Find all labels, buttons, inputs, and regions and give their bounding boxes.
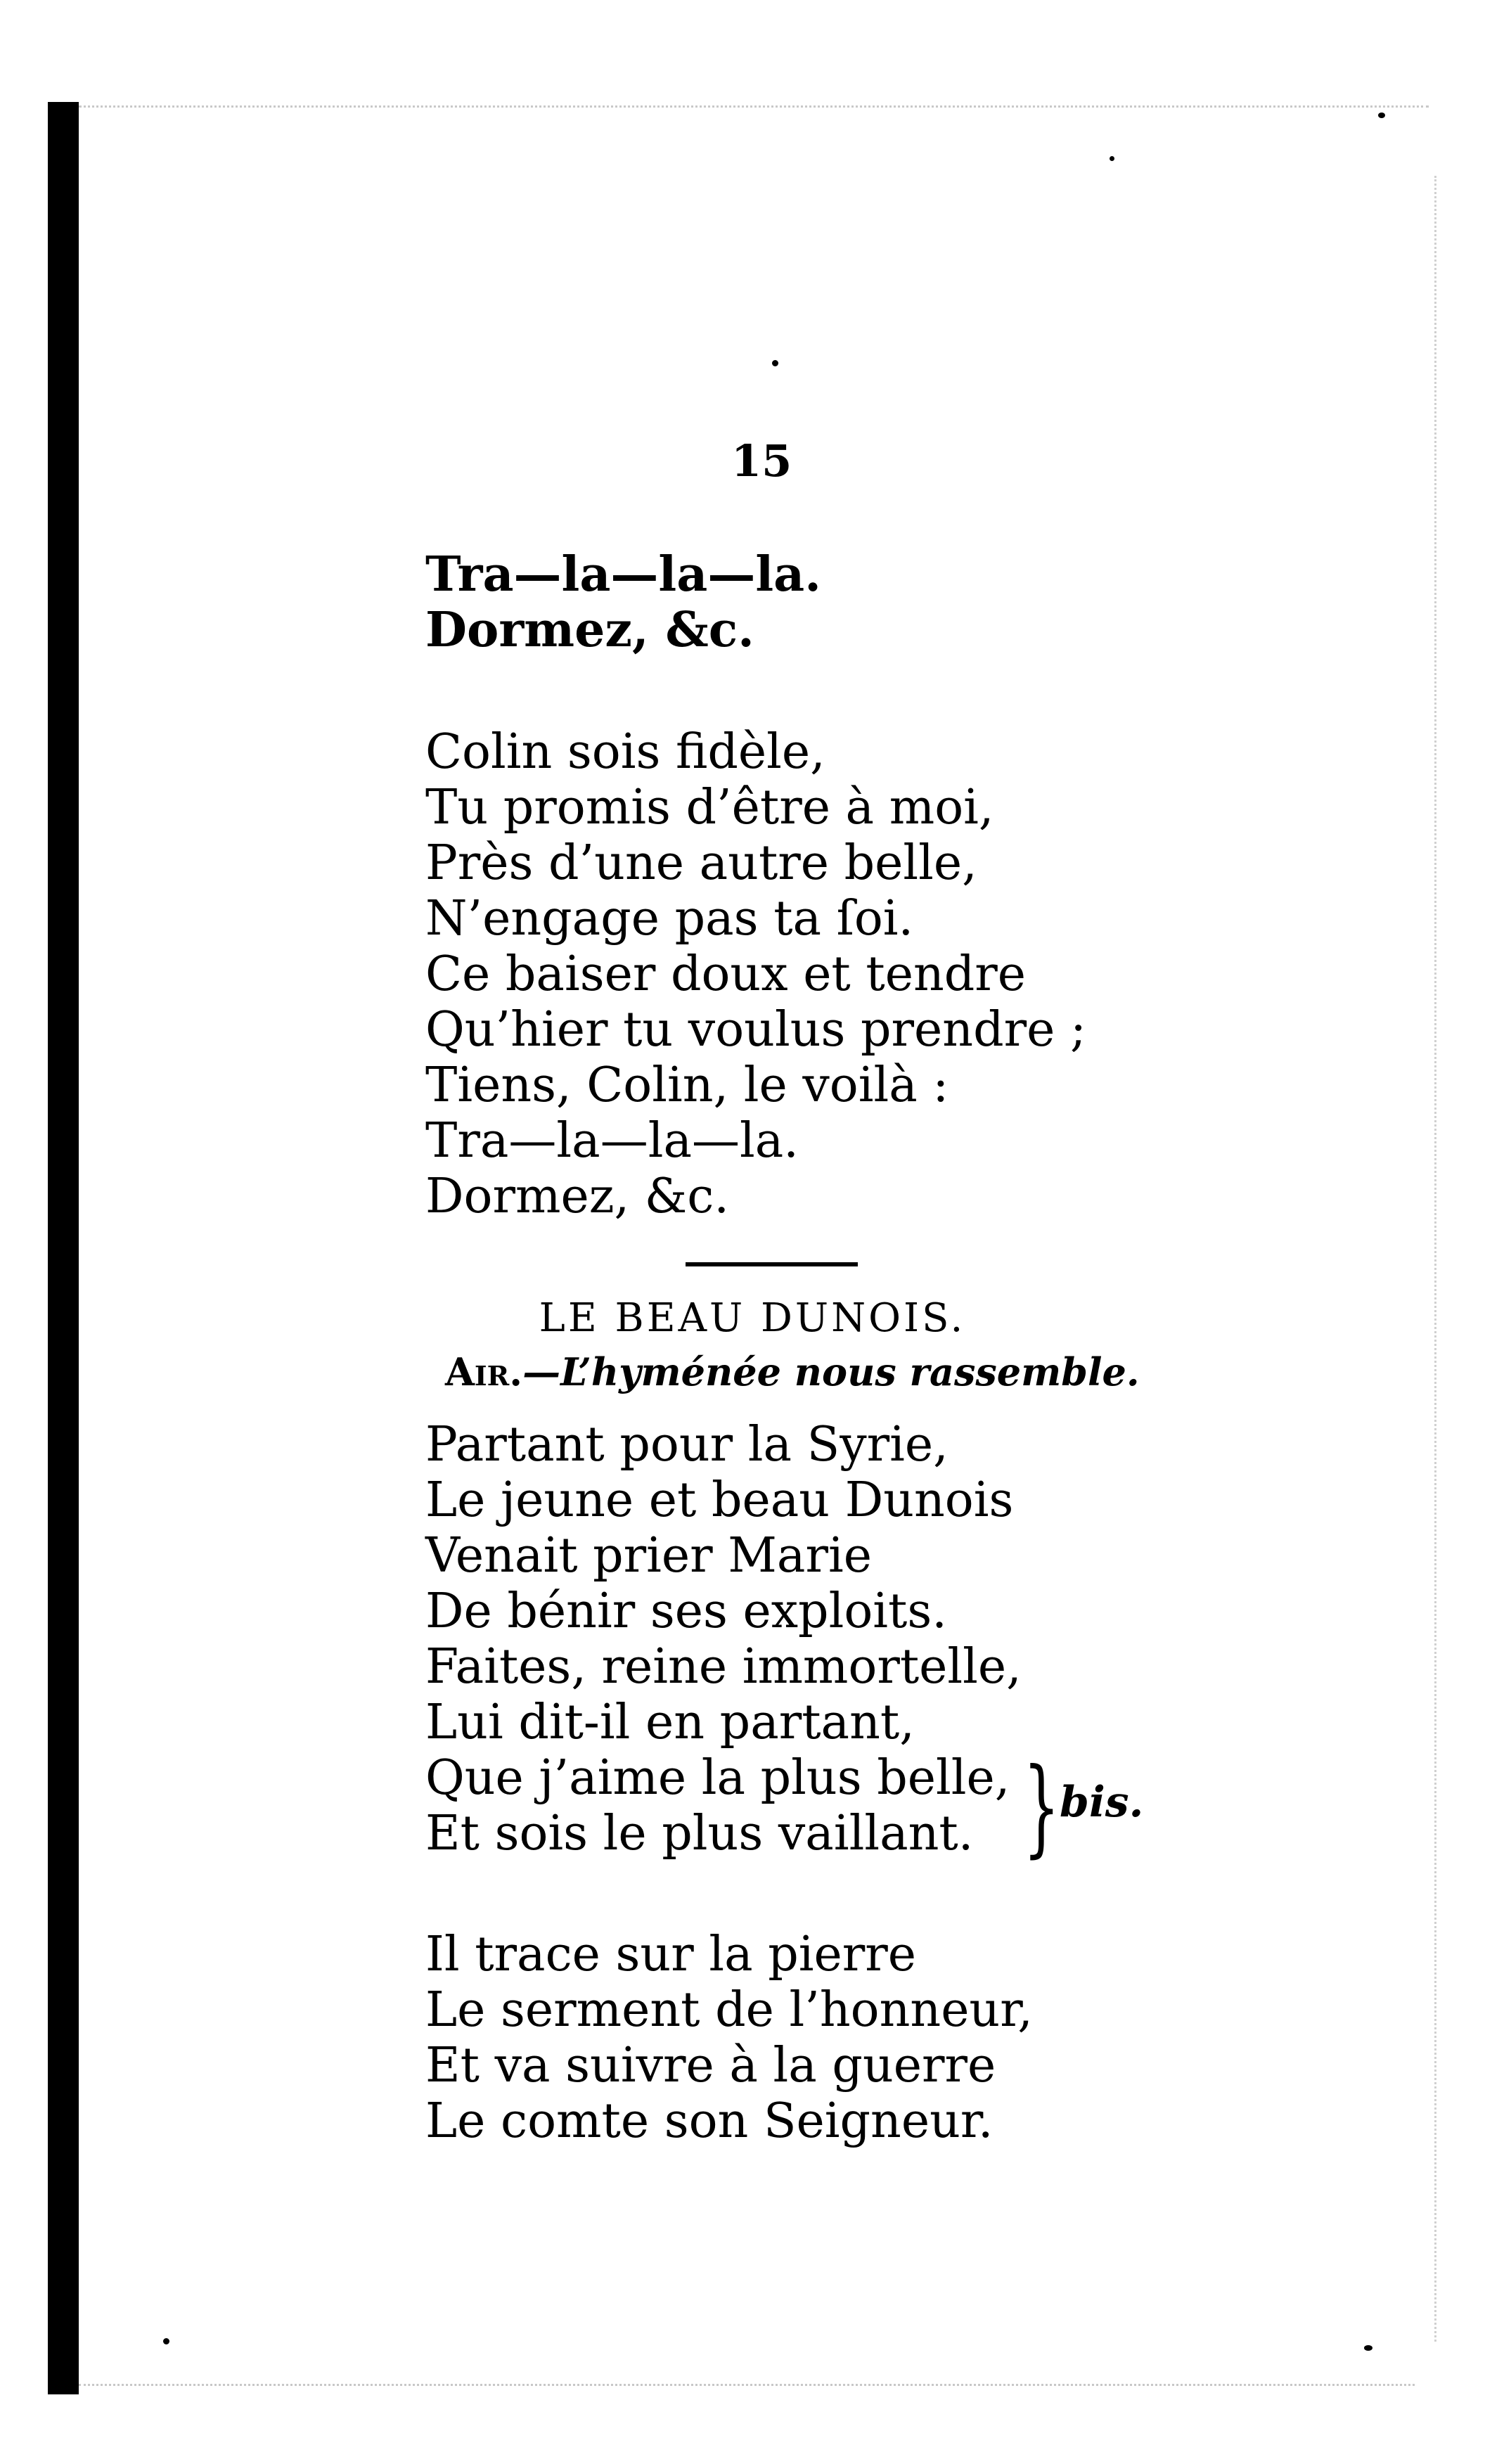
verse-line: Tu promis d’être à moi, [425,780,994,835]
verse-line: Et va suivre à la guerre [425,2038,996,2093]
carry-over-refrain [425,547,821,658]
verse-line: Ce baiser doux et tendre [425,947,1027,1002]
verse-line: Partant pour la Syrie, [425,1417,949,1472]
binding-edge [48,102,79,2394]
right-page-edge [1434,176,1436,2342]
verse-line: Qu’hier tu voulus prendre ; [425,1002,1086,1058]
verse-line: Lui dit-il en partant, [425,1695,915,1750]
verse-line: Faites, reine immortelle, [425,1639,1022,1695]
refrain-bracket [1023,1747,1143,1874]
verse-line: De bénir ses exploits. [425,1584,947,1639]
air-name: —L’hyménée nous rassemble. [522,1349,1140,1394]
song-title: LE BEAU DUNOIS. [539,1295,966,1341]
ink-speck [1364,2345,1372,2351]
verse-line: Dormez, &c. [425,1169,729,1224]
verse-line: Tra—la—la—la. [425,1113,799,1169]
verse-line: Tra—la—la—la. [425,546,821,603]
ink-speck [772,360,778,366]
bottom-page-edge [79,2384,1415,2386]
verse-line: Et sois le plus vaillant. [425,1806,974,1861]
verse-line: Tiens, Colin, le voilà : [425,1058,949,1113]
ink-speck [163,2338,169,2344]
stanza [425,1927,1033,2149]
verse-line: Le serment de l’honneur, [425,1982,1033,2038]
ink-speck [1110,156,1114,161]
section-divider [686,1262,858,1266]
verse-line: Colin sois fidèle, [425,724,825,780]
verse-line: Près d’une autre belle, [425,835,977,891]
curly-brace-icon: } [1023,1746,1060,1868]
stanza [425,1417,1022,1861]
verse-line: Dormez, &c. [425,602,754,658]
verse-line: Il trace sur la pierre [425,1927,917,1982]
verse-line: Le jeune et beau Dunois [425,1472,1014,1528]
verse-line: N’engage pas ta ſoi. [425,891,914,947]
air-label: Air. [445,1349,523,1394]
stanza [425,724,1086,1224]
verse-line: Venait prier Marie [425,1528,872,1584]
top-page-edge [79,105,1429,108]
verse-line: Que j’aime la plus belle, [425,1750,1010,1806]
ink-speck [1378,113,1385,118]
refrain-mark: bis. [1060,1778,1144,1827]
air-line [445,1349,1140,1395]
page-number: 15 [731,435,792,487]
verse-line: Le comte son Seigneur. [425,2093,994,2149]
